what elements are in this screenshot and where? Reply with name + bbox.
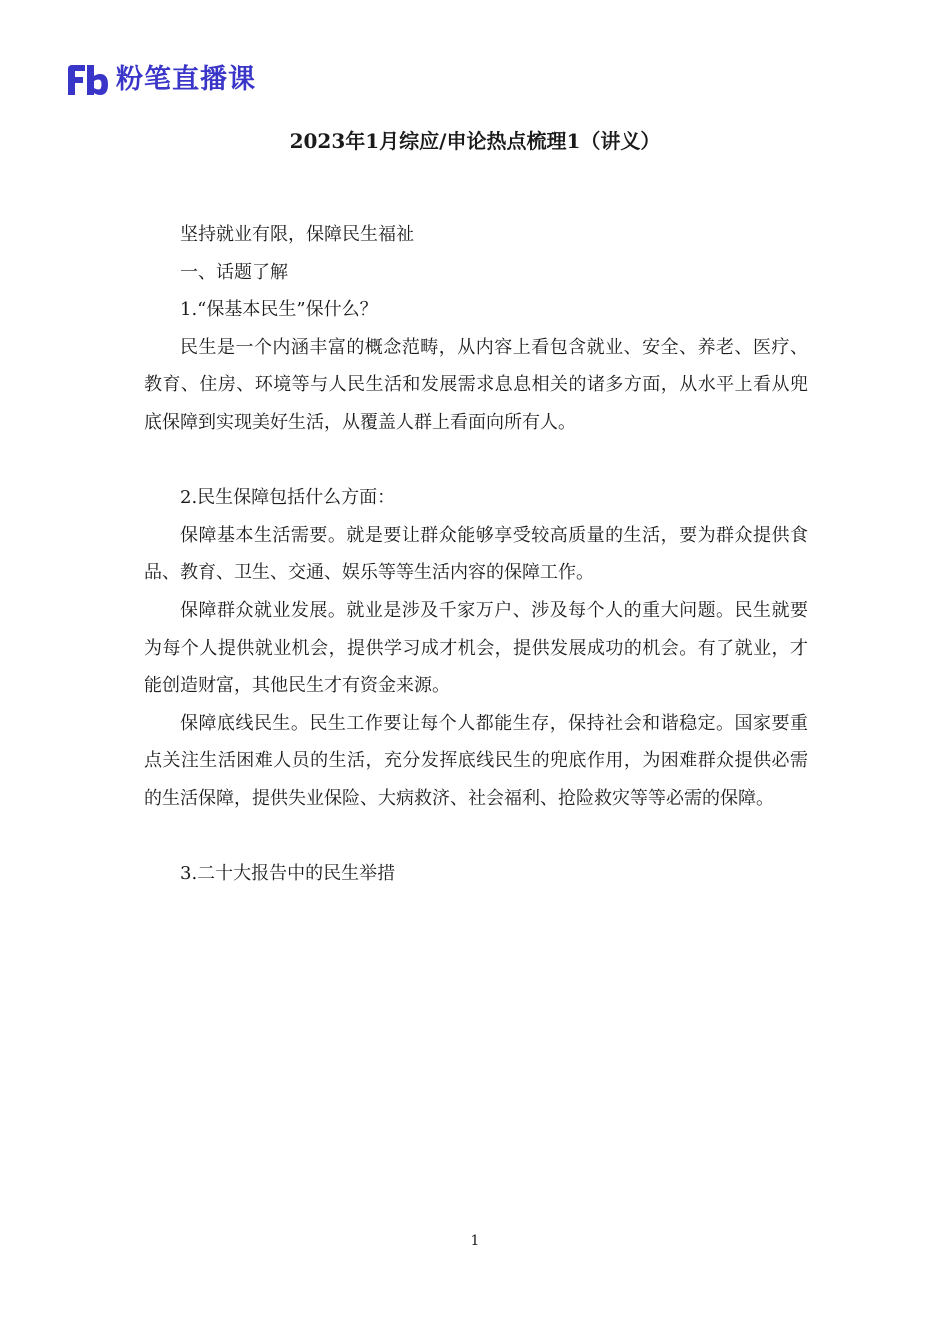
- brand-name: 粉笔直播课: [116, 64, 256, 95]
- question-heading-2: 2.民生保障包括什么方面：: [180, 487, 396, 509]
- part-heading: 一、话题了解: [180, 261, 288, 283]
- body-paragraph: 保障基本生活需要。就是要让群众能够享受较高质量的生活，要为群众提供食品、教育、卫生、交通、娱乐等等生活内容的保障工作。: [144, 524, 808, 584]
- body-paragraph: 保障底线民生。民生工作要让每个人都能生存，保持社会和谐稳定。国家要重点关注生活困难人员的生活，充分发挥底线民生的兜底作用，为困难群众提供必需的生活保障，提供失业保险、大病救济、社会福利、抢险救灾等等必需的保障。: [144, 712, 808, 809]
- body-paragraph: 保障群众就业发展。就业是涉及千家万户、涉及每个人的重大问题。民生就要为每个人提供就业机会，提供学习成才机会，提供发展成功的机会。有了就业，才能创造财富，其他民生才有资金来源。: [144, 599, 808, 697]
- document-title: 2023年1月综应/申论热点梳理1（讲义）: [289, 129, 661, 153]
- document-body: [144, 216, 808, 893]
- section-heading: 坚持就业有限，保障民生福祉: [180, 224, 414, 245]
- question-heading-3: 3.二十大报告中的民生举措: [180, 863, 396, 885]
- fenbi-logo-icon: [66, 63, 110, 97]
- question-heading-1: 1.“保基本民生”保什么？: [180, 299, 378, 321]
- body-paragraph: 民生是一个内涵丰富的概念范畴，从内容上看包含就业、安全、养老、医疗、教育、住房、环境等与人民生活和发展需求息息相关的诸多方面，从水平上看从兜底保障到实现美好生活，从覆盖人群上看面向所有人。: [144, 336, 808, 433]
- brand-logo: [66, 60, 256, 100]
- page-number: 1: [470, 1233, 480, 1249]
